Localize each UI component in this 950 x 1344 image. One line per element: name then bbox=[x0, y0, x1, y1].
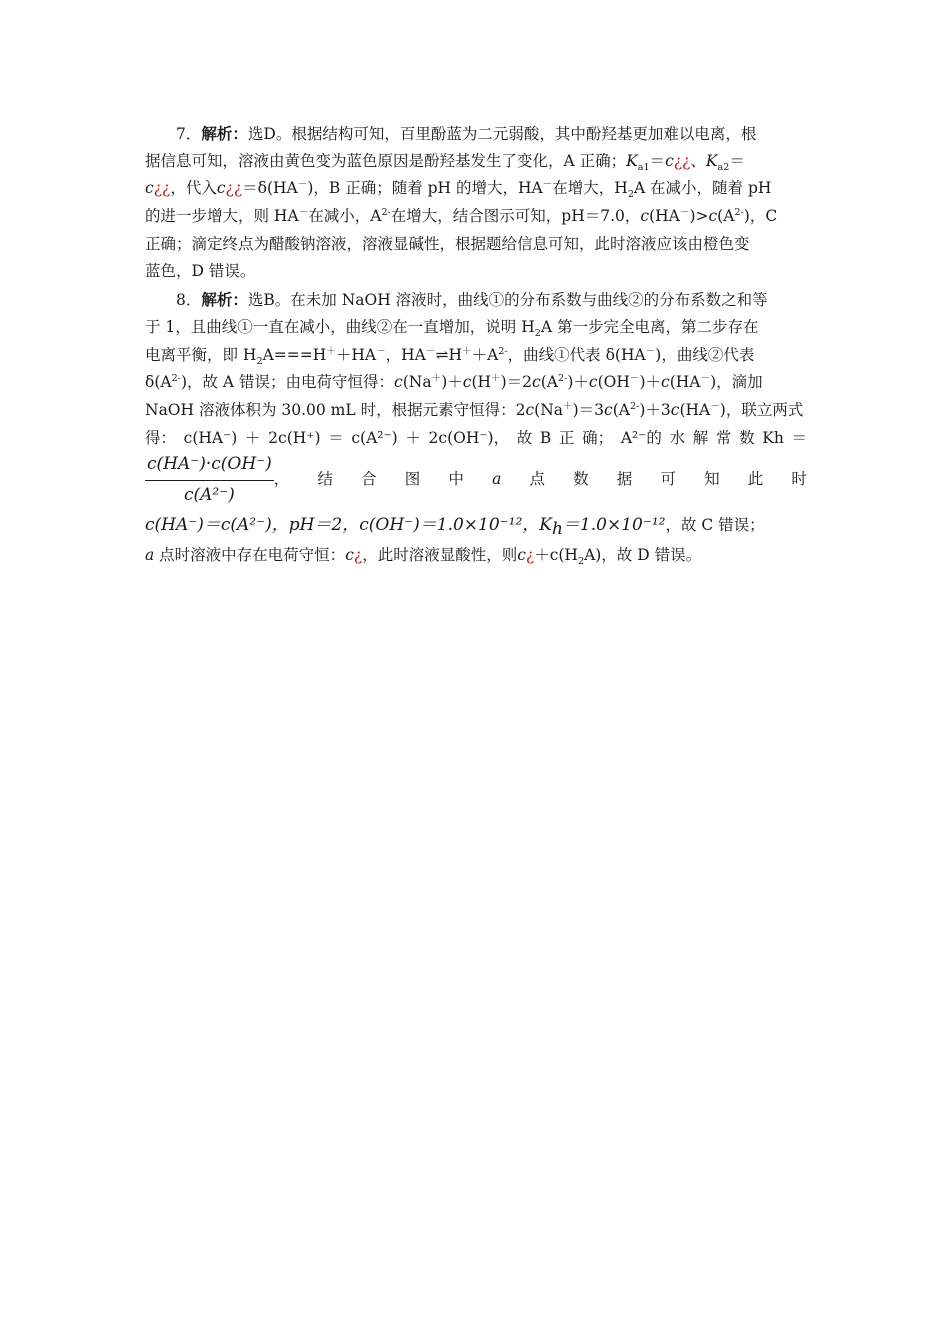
w6-13: 水 bbox=[669, 428, 686, 447]
q8-t8d: ，故 C 错误； bbox=[665, 516, 765, 535]
q8-t3c: ＋HA bbox=[335, 345, 377, 364]
q8-number: 8． bbox=[176, 291, 202, 310]
w7-6: 点 bbox=[529, 470, 545, 489]
q8-t8c: ＝1.0×10⁻¹² bbox=[562, 515, 666, 536]
plus-sup-4: ＋ bbox=[491, 373, 501, 385]
q7-title: 解析： bbox=[201, 124, 248, 143]
w6-7: 2c(OH⁻)， bbox=[428, 428, 510, 447]
q8-t5d: (A bbox=[612, 400, 630, 419]
separator: 、 bbox=[690, 151, 706, 170]
q7-text-7: A 在减小，随着 pH bbox=[633, 179, 772, 198]
q8-line-7 bbox=[145, 452, 807, 508]
q8-line-4 bbox=[145, 369, 807, 397]
q8-t4c: (Na bbox=[402, 373, 432, 392]
q8-t4f: )＝2 bbox=[500, 373, 533, 392]
q7-text-13: (A bbox=[717, 207, 735, 226]
c-sym-8a: c bbox=[394, 373, 403, 392]
fraction-denominator: c(A²⁻) bbox=[183, 484, 235, 505]
w7-5: a bbox=[492, 470, 502, 489]
q8-t4l: )，滴加 bbox=[710, 373, 763, 392]
fraction-numerator: c(HA⁻)·c(OH⁻) bbox=[145, 451, 274, 481]
q8-line-3 bbox=[145, 342, 807, 370]
q8-t8b: h bbox=[551, 519, 563, 540]
q8-line-2 bbox=[145, 314, 807, 342]
q8-t9f: ＋c(H bbox=[534, 546, 578, 565]
charge-sup: 2- bbox=[381, 206, 391, 218]
sub-2b: 2 bbox=[534, 327, 541, 339]
c-sym-8d: c bbox=[588, 373, 598, 392]
q8-t3d: ，HA bbox=[385, 345, 426, 364]
w7-1: 结 bbox=[317, 470, 333, 489]
q8-t9d: ¿ bbox=[353, 546, 363, 565]
w6-16: 数 bbox=[739, 428, 755, 447]
garbled-text: ¿¿ bbox=[673, 151, 691, 170]
q7-explanation bbox=[145, 120, 807, 286]
q8-t4e: (H bbox=[471, 373, 492, 392]
c-sym-8c: c bbox=[532, 373, 541, 392]
minus-sup-2: － bbox=[542, 179, 553, 191]
w7-2: 合 bbox=[361, 470, 377, 489]
w7-11: 此 bbox=[747, 470, 764, 489]
minus-sup-3: － bbox=[298, 206, 309, 218]
c-sym-8b: c bbox=[462, 373, 472, 392]
q7-line-3 bbox=[145, 175, 807, 203]
q7-text-9: 在减小，A bbox=[308, 207, 382, 226]
q8-t9c: c bbox=[345, 546, 354, 565]
c-sym-8h: c bbox=[670, 400, 680, 419]
w6-5: c(A²⁻) bbox=[351, 428, 398, 447]
q8-t5b: (Na bbox=[534, 400, 564, 419]
w6-1: c(HA⁻) bbox=[183, 428, 238, 447]
q7-number: 7． bbox=[176, 125, 202, 143]
q8-t5c: )＝3 bbox=[572, 400, 605, 419]
q7-text-6: 在增大，H bbox=[552, 179, 628, 198]
q7-line-5: 正确；滴定终点为醋酸钠溶液，溶液显碱性，根据题给信息可知，此时溶液应该由橙色变 bbox=[145, 234, 750, 253]
charge-sup-5: 2- bbox=[557, 373, 568, 385]
q7-text-3: ，代入 bbox=[170, 179, 217, 198]
ka1-symbol: K bbox=[626, 151, 638, 170]
w7-9: 可 bbox=[660, 470, 676, 489]
ka1-sub: a1 bbox=[637, 161, 650, 173]
q8-t4g: (A bbox=[540, 373, 558, 392]
q7-line-2 bbox=[145, 148, 807, 176]
ka2-sub: a2 bbox=[717, 161, 730, 173]
w6-11: 确； bbox=[582, 428, 614, 447]
w7-7: 数 bbox=[573, 470, 589, 489]
charge-sup-2: 2- bbox=[734, 206, 744, 218]
charge-sup-4: 2- bbox=[171, 373, 181, 385]
w6-2: ＋ bbox=[245, 428, 261, 447]
minus-sup-5: － bbox=[376, 345, 386, 357]
q8-t9g: A)，故 D 错误。 bbox=[584, 546, 702, 565]
q8-t8a: c(HA⁻)＝c(A²⁻)，pH＝2，c(OH⁻)＝1.0×10⁻¹²，K bbox=[145, 515, 552, 536]
q8-t4h: )＋ bbox=[567, 373, 589, 392]
q8-t4b: )，故 A 错误；由电荷守恒得： bbox=[180, 373, 395, 392]
c-symbol-5: c bbox=[708, 207, 718, 226]
c-sym-8g: c bbox=[604, 400, 613, 419]
w7-10: 知 bbox=[704, 470, 720, 489]
q8-t9c2: c bbox=[517, 546, 526, 565]
q7-text-2: 据信息可知，溶液由黄色变为蓝色原因是酚羟基发生了变化，A 正确； bbox=[145, 151, 627, 170]
q8-t5g: )，联立两式 bbox=[719, 400, 804, 419]
plus-sup-3: ＋ bbox=[431, 373, 442, 385]
q7-text-5: )，B 正确；随着 pH 的增大，HA bbox=[307, 179, 543, 198]
q8-line-1 bbox=[145, 286, 807, 314]
kh-formula bbox=[145, 451, 289, 509]
w6-12: A²⁻的 bbox=[620, 428, 662, 447]
minus-sup-8: － bbox=[629, 373, 640, 385]
q8-t9e: ，此时溶液显酸性，则 bbox=[362, 546, 518, 565]
q7-text-8: 的进一步增大，则 HA bbox=[145, 207, 299, 226]
sub-2c: 2 bbox=[256, 355, 263, 367]
q7-line-1 bbox=[145, 120, 807, 148]
charge-sup-6: 2- bbox=[629, 400, 640, 412]
eq-sign: ＝ bbox=[649, 151, 666, 170]
answer-page bbox=[145, 120, 807, 570]
c-symbol-4: c bbox=[640, 207, 650, 226]
q8-t5f: (HA bbox=[679, 400, 711, 419]
w6-10: 正 bbox=[558, 428, 575, 447]
q8-t3g: ，曲线①代表 δ(HA bbox=[507, 345, 646, 364]
w6-18: ＝ bbox=[791, 428, 807, 447]
q7-text-14: )，C bbox=[743, 207, 778, 226]
q8-explanation bbox=[145, 286, 807, 570]
q7-text-4: ＝δ(HA bbox=[242, 179, 298, 198]
q8-t9d2: ¿ bbox=[525, 546, 535, 565]
w7-8: 据 bbox=[616, 470, 633, 489]
q8-line-6 bbox=[145, 425, 807, 453]
w6-8: 故 bbox=[516, 428, 533, 447]
minus-sup-6: － bbox=[425, 345, 436, 357]
c-sym-8e: c bbox=[661, 373, 670, 392]
w7-3: 图 bbox=[404, 470, 421, 489]
w6-14: 解 bbox=[692, 428, 709, 447]
garbled-text-2: ¿¿ bbox=[153, 179, 171, 198]
c-symbol: c bbox=[665, 151, 674, 170]
minus-sup-9: － bbox=[700, 373, 711, 385]
q8-t3e: ⇌H bbox=[435, 345, 462, 364]
q8-t4j: )＋ bbox=[639, 373, 662, 392]
w7-0: ， bbox=[273, 470, 290, 489]
w7-12: 时 bbox=[791, 470, 807, 489]
q8-text-2: 于 1，且曲线①一直在减小，曲线②在一直增加，说明 H bbox=[145, 317, 535, 336]
eq-sign-2: ＝ bbox=[729, 151, 745, 170]
q8-t4k: (HA bbox=[669, 373, 701, 392]
w6-15: 常 bbox=[715, 428, 732, 447]
w6-4: ＝ bbox=[328, 428, 344, 447]
w6-6: ＋ bbox=[405, 428, 421, 447]
sub-2d: 2 bbox=[577, 556, 585, 568]
q8-t3b: A===H bbox=[262, 345, 327, 364]
q8-t4d: )＋ bbox=[441, 373, 463, 392]
w6-17: Kh bbox=[762, 428, 784, 447]
q8-t4i: (OH bbox=[597, 373, 630, 392]
q8-line-9 bbox=[145, 542, 807, 570]
q8-t9b: 点时溶液中存在电荷守恒： bbox=[154, 546, 346, 565]
charge-sup-3: 2- bbox=[498, 345, 508, 357]
q7-line-4 bbox=[145, 203, 807, 231]
w6-0: 得： bbox=[145, 428, 177, 447]
ka2-symbol: K bbox=[705, 151, 718, 170]
c-symbol-3: c bbox=[216, 179, 226, 198]
q8-line-5 bbox=[145, 397, 807, 425]
q7-text: 选D。根据结构可知，百里酚蓝为二元弱酸，其中酚羟基更加难以电离，根 bbox=[247, 125, 757, 143]
minus-sup-7: － bbox=[645, 345, 656, 357]
q8-t3a: 电离平衡，即 H bbox=[145, 345, 257, 364]
minus-sup-10: － bbox=[710, 400, 720, 412]
q8-t3f: ＋A bbox=[471, 345, 499, 364]
q7-text-12: )> bbox=[689, 207, 709, 226]
q8-t5e: )＋3 bbox=[639, 400, 671, 419]
q8-title: 解析： bbox=[201, 290, 248, 310]
q8-t3h: )，曲线②代表 bbox=[655, 345, 755, 364]
w6-9: B bbox=[539, 428, 552, 447]
q8-line-8 bbox=[145, 508, 807, 542]
plus-sup-5: ＋ bbox=[563, 400, 573, 412]
c-sym-8f: c bbox=[525, 400, 535, 419]
minus-sup-4: － bbox=[679, 206, 690, 218]
sub-2: 2 bbox=[627, 189, 634, 201]
q8-text-3: A 第一步完全电离，第二步存在 bbox=[540, 317, 759, 336]
q7-text-10: 在增大，结合图示可知，pH＝7.0， bbox=[390, 207, 641, 226]
q8-t4a: δ(A bbox=[145, 373, 172, 392]
q7-line-6: 蓝色，D 错误。 bbox=[145, 262, 256, 281]
q7-text-11: (HA bbox=[649, 207, 680, 226]
plus-sup: ＋ bbox=[326, 345, 336, 357]
kh-fraction bbox=[145, 451, 274, 509]
q8-text: 选B。在未加 NaOH 溶液时，曲线①的分布系数与曲线②的分布系数之和等 bbox=[247, 291, 768, 310]
w6-3: 2c(H⁺) bbox=[268, 428, 321, 447]
garbled-text-3: ¿¿ bbox=[225, 179, 243, 198]
minus-sup: － bbox=[297, 179, 308, 191]
q8-t5a: NaOH 溶液体积为 30.00 mL 时，根据元素守恒得：2 bbox=[145, 400, 526, 419]
w7-4: 中 bbox=[448, 470, 464, 489]
plus-sup-2: ＋ bbox=[461, 345, 472, 357]
c-symbol-2: c bbox=[145, 179, 154, 198]
q8-t9a: a bbox=[145, 546, 155, 565]
